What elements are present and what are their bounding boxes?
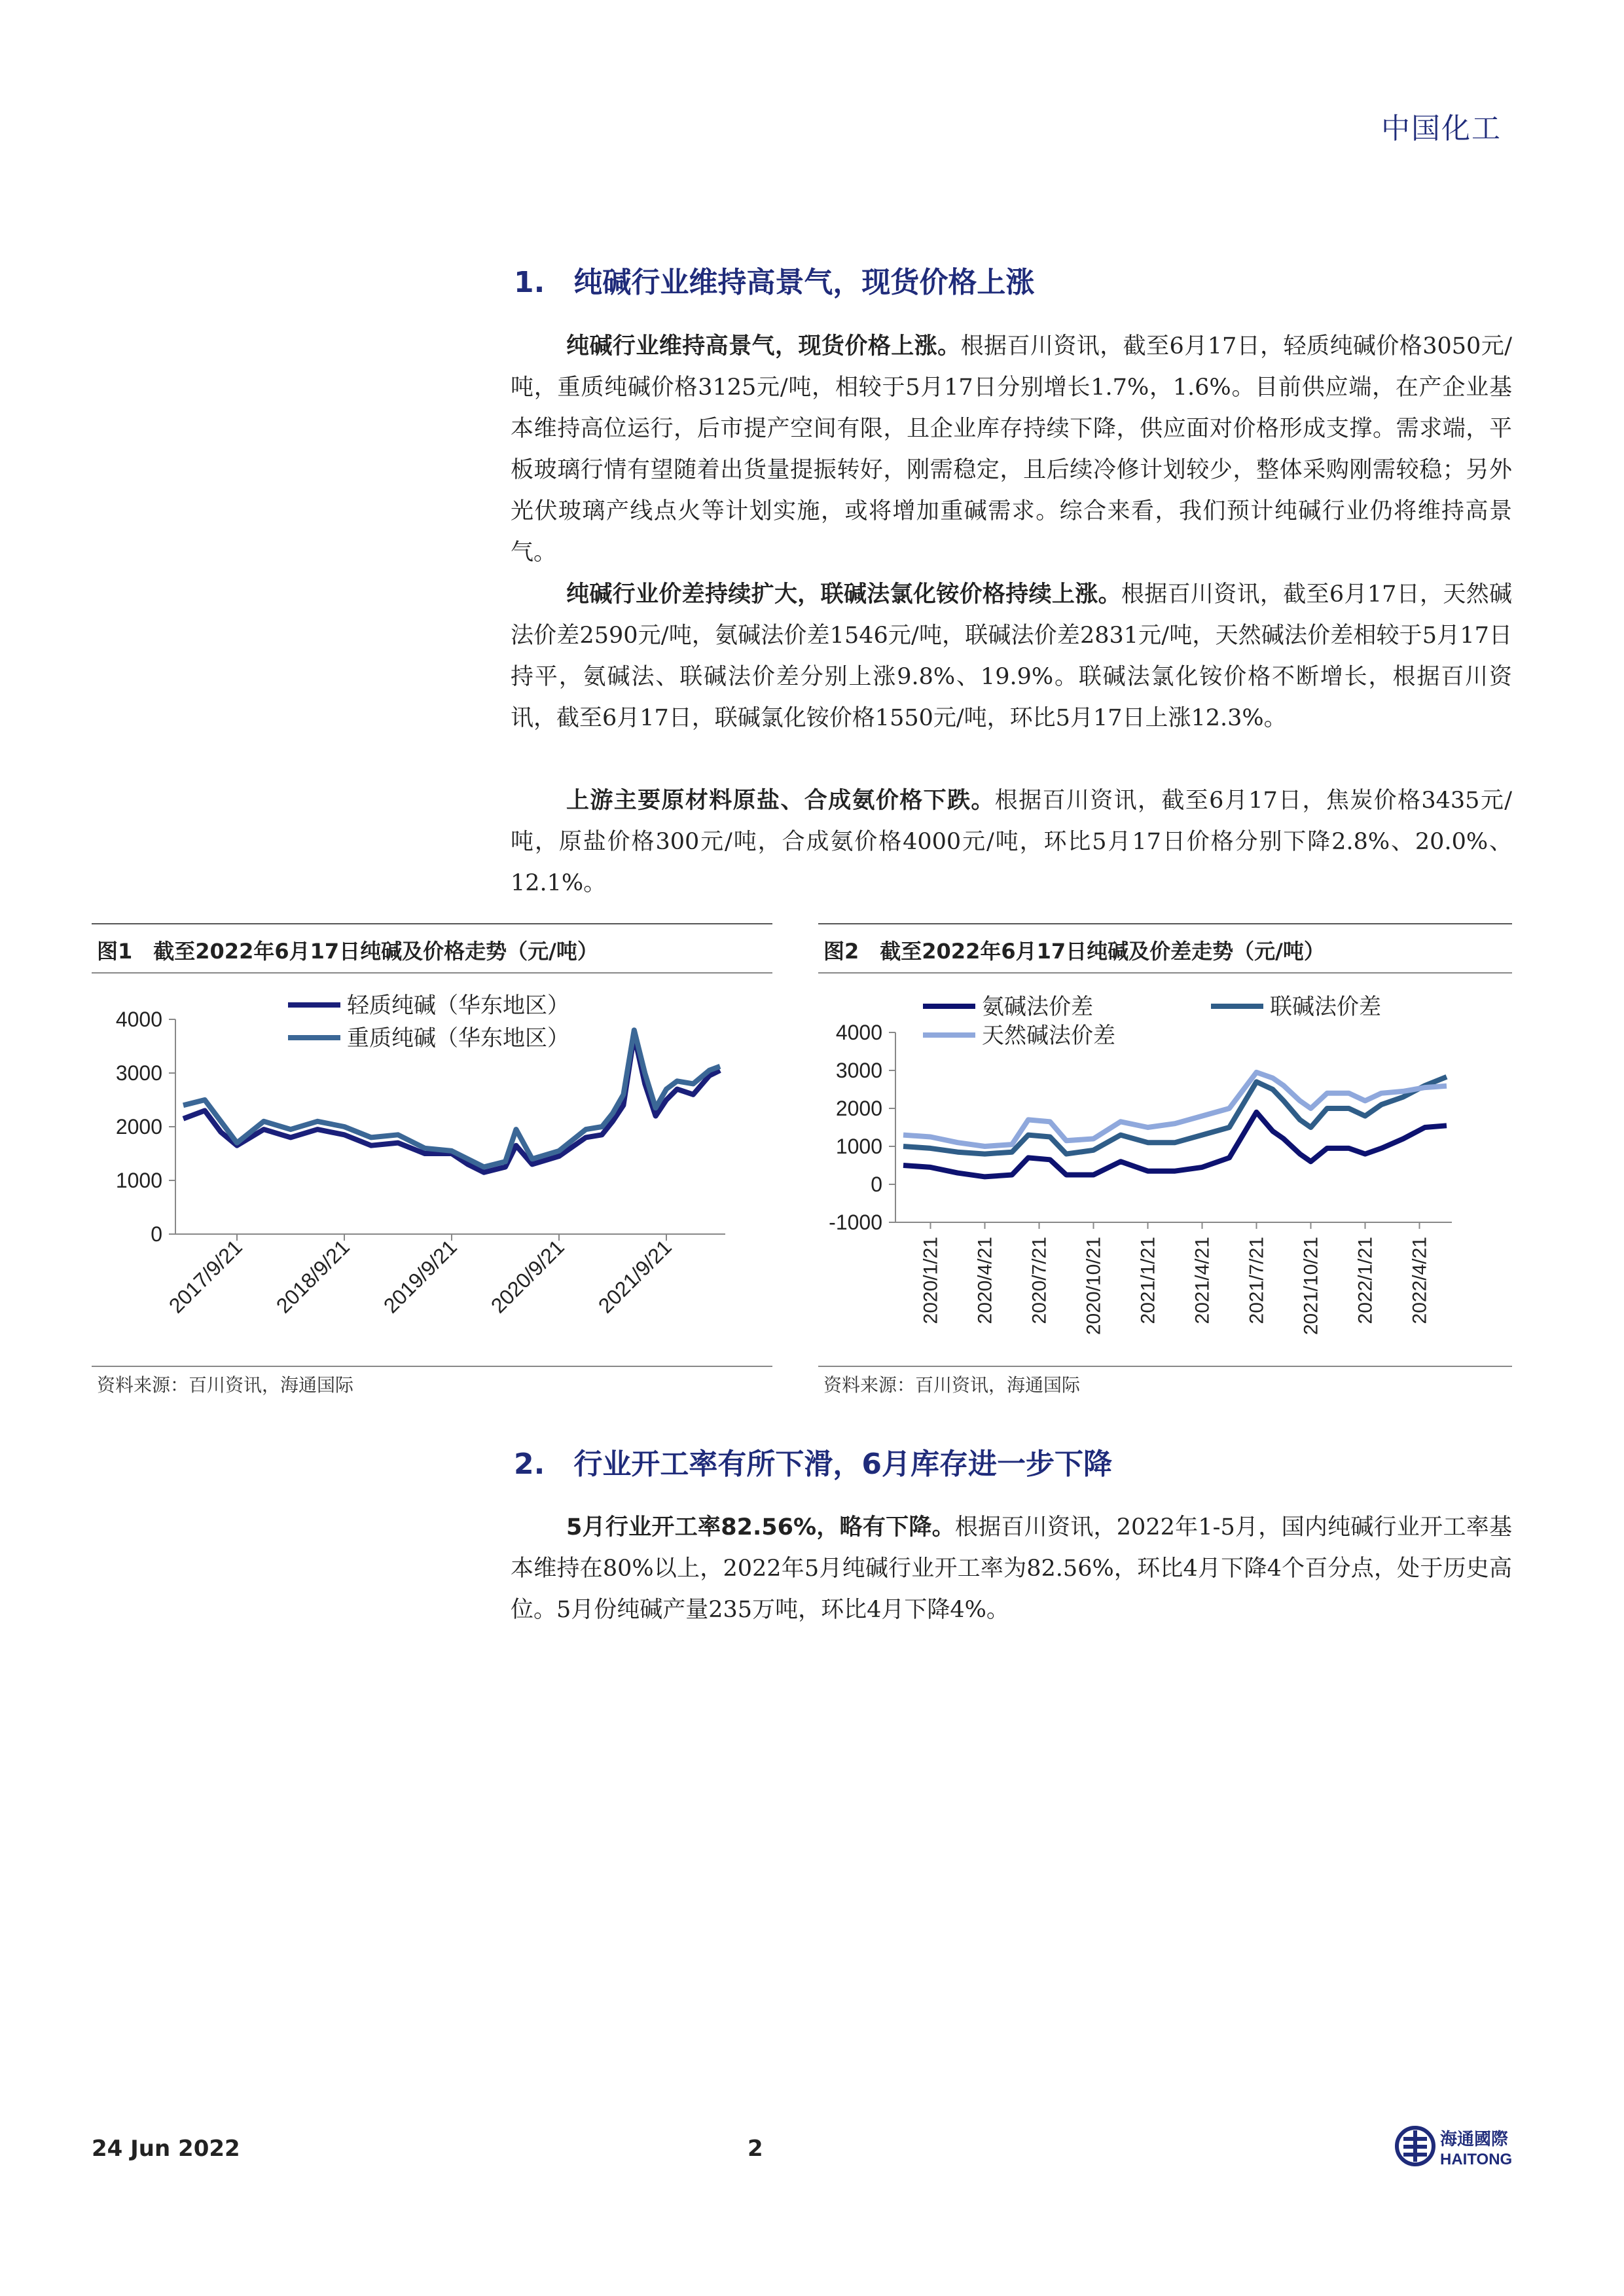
paragraph-lead: 纯碱行业价差持续扩大，联碱法氯化铵价格持续上涨。 xyxy=(566,581,1121,608)
y-tick-label: 0 xyxy=(151,1222,162,1246)
paragraph-text: 根据百川资讯，截至6月17日，焦炭价格3435元/吨，原盐价格300元/吨，合成氨价格4000元/吨，环比5月17日价格分别下降2.8%、20.0%、12.1%。 xyxy=(511,788,1512,896)
x-tick-label: 2021/7/21 xyxy=(1246,1237,1268,1324)
figure-1-source: 资料来源：百川资讯，海通国际 xyxy=(97,1374,354,1396)
legend-label: 氨碱法价差 xyxy=(982,994,1093,1019)
x-tick-label: 2020/7/21 xyxy=(1028,1237,1051,1324)
paragraph-lead: 纯碱行业维持高景气，现货价格上涨。 xyxy=(566,333,961,359)
y-tick-label: 0 xyxy=(871,1173,882,1196)
page-header-title: 中国化工 xyxy=(1381,112,1502,145)
figure-1-bottom-rule xyxy=(92,1366,772,1367)
y-tick-label: 3000 xyxy=(115,1061,162,1085)
series-line xyxy=(903,1077,1447,1154)
figure-1-title: 图1 截至2022年6月17日纯碱及价格走势（元/吨） xyxy=(97,939,598,964)
x-tick-label: 2020/1/21 xyxy=(920,1237,942,1324)
x-tick-label: 2019/9/21 xyxy=(378,1235,461,1318)
paragraph-text: 根据百川资讯，2022年1-5月，国内纯碱行业开工率基本维持在80%以上，2022年5月纯碱行业开工率为82.56%，环比4月下降4个百分点，处于历史高位。5月份纯碱产量235万吨，环比4月下降4%。 xyxy=(511,1514,1512,1623)
legend-label: 轻质纯碱（华东地区） xyxy=(347,993,569,1018)
figure-2-title-rule xyxy=(818,972,1512,974)
paragraph-text: 根据百川资讯，截至6月17日，轻质纯碱价格3050元/吨，重质纯碱价格3125元/吨，相较于5月17日分别增长1.7%，1.6%。目前供应端，在产企业基本维持高位运行，后市提产空间有限，且企业库存持续下降，供应面对价格形成支撑。需求端，平板玻璃行情有望随着出货量提振转好，刚需稳定，且后续冷修计划较少，整体采购刚需较稳；另外光伏玻璃产线点火等计划实施，或将增加重碱需求。综合来看，我们预计纯碱行业仍将维持高景气。 xyxy=(511,333,1512,566)
logo-english-text: HAITONG xyxy=(1440,2151,1513,2168)
y-tick-label: 3000 xyxy=(835,1059,882,1082)
figure-2-chart xyxy=(818,979,1512,1365)
legend-label: 重质纯碱（华东地区） xyxy=(347,1026,569,1051)
y-tick-label: 4000 xyxy=(115,1008,162,1031)
series-line xyxy=(903,1072,1447,1146)
x-tick-label: 2021/4/21 xyxy=(1191,1237,1214,1324)
x-tick-label: 2020/10/21 xyxy=(1083,1237,1105,1336)
section-1-paragraph-1 xyxy=(511,326,1512,574)
section-1-paragraph-3 xyxy=(511,780,1512,904)
figure-2-top-rule xyxy=(818,923,1512,924)
section-1-paragraph-2 xyxy=(511,574,1512,739)
footer-page-number: 2 xyxy=(748,2136,763,2162)
figure-2-source: 资料来源：百川资讯，海通国际 xyxy=(823,1374,1081,1396)
section-1-heading: 1. 纯碱行业维持高景气，现货价格上涨 xyxy=(514,266,1035,299)
x-tick-label: 2020/9/21 xyxy=(486,1235,569,1318)
section-2-heading: 2. 行业开工率有所下滑，6月库存进一步下降 xyxy=(514,1448,1112,1481)
x-tick-label: 2021/1/21 xyxy=(1137,1237,1159,1324)
y-tick-label: 1000 xyxy=(115,1169,162,1192)
haitong-logo xyxy=(1394,2121,1525,2176)
y-tick-label: 2000 xyxy=(115,1115,162,1139)
legend-label: 联碱法价差 xyxy=(1270,994,1381,1019)
x-tick-label: 2021/10/21 xyxy=(1300,1237,1322,1336)
paragraph-text: 根据百川资讯，截至6月17日，天然碱法价差2590元/吨，氨碱法价差1546元/吨，联碱法价差2831元/吨，天然碱法价差相较于5月17日持平，氨碱法、联碱法价差分别上涨9.8%、19.9%。联碱法氯化铵价格不断增长，根据百川资讯，截至6月17日，联碱氯化铵价格1550元/吨，环比5月17日上涨12.3%。 xyxy=(511,581,1512,731)
figure-2-title: 图2 截至2022年6月17日纯碱及价差走势（元/吨） xyxy=(823,939,1325,964)
x-tick-label: 2021/9/21 xyxy=(593,1235,676,1318)
paragraph-lead: 上游主要原材料原盐、合成氨价格下跌。 xyxy=(566,788,995,814)
y-tick-label: 1000 xyxy=(835,1135,882,1158)
figure-1-top-rule xyxy=(92,923,772,924)
logo-chinese-text: 海通國際 xyxy=(1440,2129,1509,2149)
x-tick-label: 2017/9/21 xyxy=(164,1235,247,1318)
x-tick-label: 2020/4/21 xyxy=(974,1237,996,1324)
y-tick-label: 4000 xyxy=(835,1021,882,1044)
legend-label: 天然碱法价差 xyxy=(982,1023,1115,1048)
paragraph-lead: 5月行业开工率82.56%，略有下降。 xyxy=(566,1514,955,1540)
y-tick-label: 2000 xyxy=(835,1097,882,1120)
y-tick-label: -1000 xyxy=(829,1211,882,1234)
x-tick-label: 2018/9/21 xyxy=(271,1235,354,1318)
section-2-paragraph-1 xyxy=(511,1507,1512,1631)
x-tick-label: 2022/1/21 xyxy=(1354,1237,1377,1324)
haitong-logo-icon xyxy=(1394,2121,1525,2174)
footer-date: 24 Jun 2022 xyxy=(92,2136,240,2162)
figure-1-chart xyxy=(92,979,772,1365)
figure-2-bottom-rule xyxy=(818,1366,1512,1367)
x-tick-label: 2022/4/21 xyxy=(1409,1237,1431,1324)
figure-1-title-rule xyxy=(92,972,772,974)
